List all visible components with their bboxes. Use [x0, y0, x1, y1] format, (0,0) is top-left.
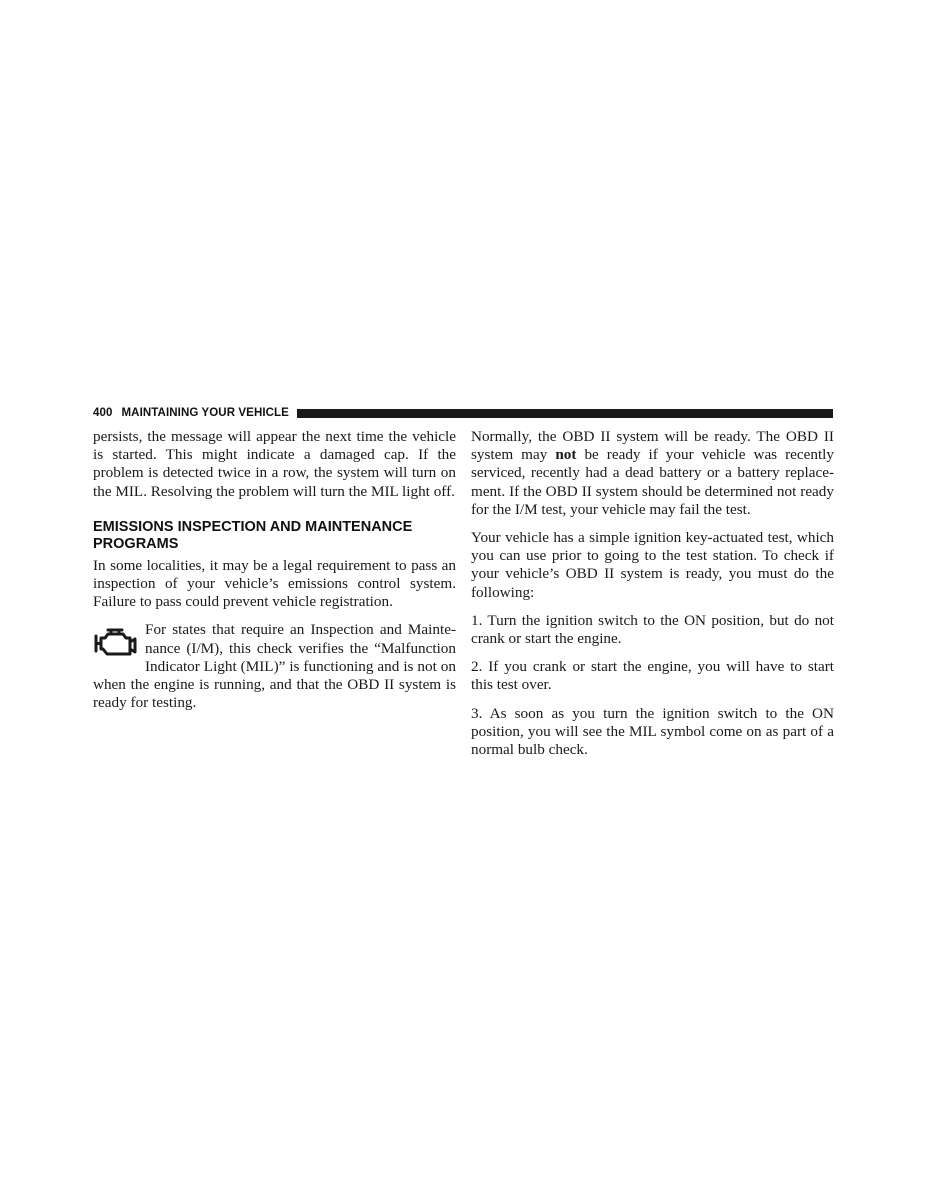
text-segment: Normally, the OBD II system will be ready. The OBD II system may	[471, 428, 834, 464]
step-2: 2. If you crank or start the engine, you will have to start this test over.	[471, 658, 834, 694]
mil-paragraph	[93, 621, 456, 712]
header-rule	[297, 409, 833, 418]
paragraph-continuation: persists, the message will appear the next time the vehicle is started. This might indicate a damaged cap. If the problem is detected twice in a row, the system will turn on the MIL. Resolving the problem will turn the MIL light off.	[93, 428, 456, 500]
right-column	[471, 428, 834, 769]
text-segment: be ready if your vehicle was recently serviced, recently had a dead battery or a battery replacement. If the OBD II system should be determined not ready for the I/M test, your vehicle may fail the test.	[471, 446, 834, 518]
section-title: MAINTAINING YOUR VEHICLE	[121, 407, 289, 419]
emphasis-not: not	[555, 446, 577, 464]
page-number: 400	[93, 407, 113, 419]
paragraph-obd-ready	[471, 428, 834, 519]
left-column	[93, 428, 456, 712]
paragraph-test-intro: Your vehicle has a simple ignition key-actuated test, which you can use prior to going to the test station. To check if your vehicle’s OBD II system is ready, you must do the following:	[471, 529, 834, 601]
paragraph-mil: For states that require an Inspection and Maintenance (I/M), this check verifies the “Malfunction Indicator Light (MIL)” is functioning and is not on when the engine is running, and that the OBD II system is ready for testing.	[93, 621, 456, 712]
step-1: 1. Turn the ignition switch to the ON position, but do not crank or start the engine.	[471, 611, 834, 648]
section-heading: EMISSIONS INSPECTION AND MAINTENANCE PROGRAMS	[93, 518, 413, 552]
paragraph-inspection: In some localities, it may be a legal requirement to pass an inspection of your vehicle’s emissions control system. Failure to pass could prevent vehicle registration.	[93, 556, 456, 611]
step-3: 3. As soon as you turn the ignition switch to the ON position, you will see the MIL symbol come on as part of a normal bulb check.	[471, 704, 834, 759]
check-engine-icon	[93, 625, 139, 661]
page-header	[93, 406, 833, 420]
